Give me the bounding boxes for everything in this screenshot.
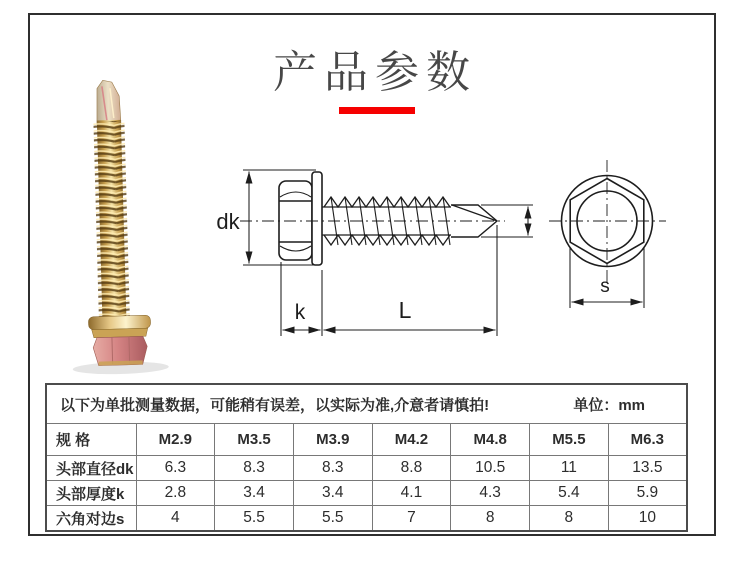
page-title: 产品参数 — [273, 48, 477, 97]
label-head-diameter: dk — [216, 209, 240, 234]
drill-tip — [96, 80, 121, 125]
value-cell: 6.3 — [136, 456, 215, 481]
row-label: 六角对边s — [46, 506, 136, 532]
value-cell: 5.4 — [530, 481, 609, 506]
table-row-across-flats — [46, 506, 687, 532]
table-note-row — [46, 384, 687, 424]
value-cell: 5.5 — [293, 506, 372, 532]
value-cell: 8.8 — [372, 456, 451, 481]
value-cell: 4.3 — [451, 481, 530, 506]
measurement-note: 以下为单批测量数据，可能稍有误差，以实际为准,介意者请慎拍! — [60, 396, 490, 414]
row-label: 头部直径dk — [46, 456, 136, 481]
value-cell: 2.8 — [136, 481, 215, 506]
value-cell: 4 — [136, 506, 215, 532]
table-row-head-thickness — [46, 481, 687, 506]
spec-column-header: M2.9 — [136, 424, 215, 456]
screw-side-view-drawing — [279, 172, 497, 265]
value-cell: 7 — [372, 506, 451, 532]
value-cell: 13.5 — [608, 456, 687, 481]
value-cell: 5.9 — [608, 481, 687, 506]
spec-column-header: M4.8 — [451, 424, 530, 456]
value-cell: 10 — [608, 506, 687, 532]
row-label: 头部厚度k — [46, 481, 136, 506]
unit-label: 单位：mm — [573, 396, 645, 414]
value-cell: 4.1 — [372, 481, 451, 506]
value-cell: 3.4 — [215, 481, 294, 506]
value-cell: 10.5 — [451, 456, 530, 481]
value-cell: 5.5 — [215, 506, 294, 532]
spec-column-header: M4.2 — [372, 424, 451, 456]
label-across-flats: s — [600, 276, 610, 297]
spec-header-row — [46, 424, 687, 456]
value-cell: 3.4 — [293, 481, 372, 506]
spec-column-header: M6.3 — [608, 424, 687, 456]
spec-table — [45, 383, 688, 532]
screw-product-photo — [65, 79, 169, 376]
washer-flange — [88, 315, 150, 330]
spec-column-header: M5.5 — [530, 424, 609, 456]
spec-column-header: M3.9 — [293, 424, 372, 456]
value-cell: 8 — [530, 506, 609, 532]
spec-column-header: M3.5 — [215, 424, 294, 456]
spec-header-cell: 规 格 — [46, 424, 136, 456]
value-cell: 8 — [451, 506, 530, 532]
label-length: L — [398, 297, 412, 323]
label-head-thickness: k — [294, 301, 306, 324]
value-cell: 11 — [530, 456, 609, 481]
value-cell: 8.3 — [215, 456, 294, 481]
value-cell: 8.3 — [293, 456, 372, 481]
table-row-head-diameter — [46, 456, 687, 481]
